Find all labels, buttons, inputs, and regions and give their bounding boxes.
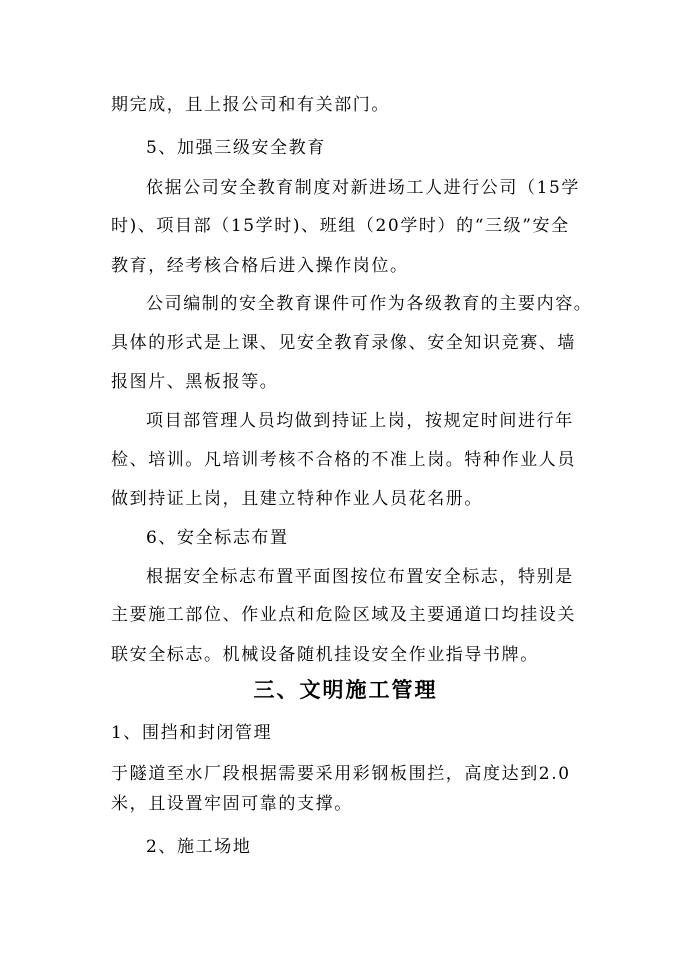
text-line: 检、培训。凡培训考核不合格的不准上岗。特种作业人员	[111, 450, 576, 470]
text-line: 根据安全标志布置平面图按位布置安全标志，特别是	[146, 567, 574, 587]
text-line: 期完成，且上报公司和有关部门。	[111, 95, 390, 115]
text-line: 教育，经考核合格后进入操作岗位。	[111, 256, 409, 276]
subheading-1: 1、围挡和封闭管理	[111, 723, 273, 743]
text-line: 具体的形式是上课、见安全教育录像、安全知识竞赛、墙	[111, 333, 576, 353]
text-line: 做到持证上岗，且建立特种作业人员花名册。	[111, 489, 483, 509]
text-line: 公司编制的安全教育课件可作为各级教育的主要内容。	[146, 294, 593, 314]
text-line: 于隧道至水厂段根据需要采用彩钢板围拦，高度达到2.0	[111, 764, 571, 784]
text-line: 米，且设置牢固可靠的支撑。	[111, 794, 353, 814]
text-line: 主要施工部位、作业点和危险区域及主要通道口均挂设关	[111, 605, 576, 625]
subheading-6: 6、安全标志布置	[146, 528, 289, 548]
subheading-5: 5、加强三级安全教育	[146, 138, 326, 158]
subheading-2: 2、施工场地	[146, 837, 252, 857]
text-line: 时)、项目部（15学时)、班组（20学时）的“三级”安全	[111, 216, 570, 236]
text-line: 依据公司安全教育制度对新进场工人进行公司（15学	[146, 178, 581, 198]
section-title: 三、文明施工管理	[253, 677, 438, 702]
text-line: 联安全标志。机械设备随机挂设安全作业指导书牌。	[111, 645, 539, 665]
text-line: 报图片、黑板报等。	[111, 372, 279, 392]
text-line: 项目部管理人员均做到持证上岗，按规定时间进行年	[146, 411, 574, 431]
